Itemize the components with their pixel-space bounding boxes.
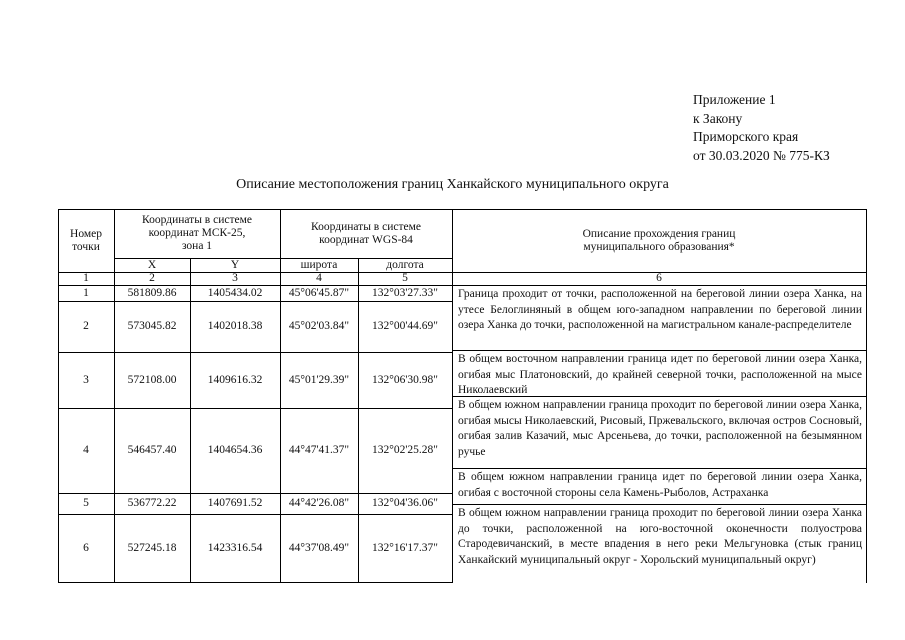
longitude-cell: 132°06'30.98" [372,373,438,386]
longitude-cell: 132°00'44.69" [372,320,438,332]
header-msk25-coordinates: Координаты в системе координат МСК-25, зона 1 [142,214,252,252]
appendix-line: к Закону [693,110,743,126]
longitude-cell: 132°04'36.06" [372,497,438,509]
latitude-cell: 45°01'29.39" [288,373,350,386]
subheader-y: Y [230,258,240,271]
appendix-block [693,91,830,165]
boundary-description-cell: В общем южном направлении граница проходит по береговой линии озера Ханка до точки, расположенной на юго-восточной оконечности полуострова Стародевичанский, в месте впадения в него реки Мельгуновка (стык границ Ханкайский муниципальный округ - Хорольский муниципальный округ) [458,507,862,566]
y-coordinate-cell: 1402018.38 [207,320,263,332]
subheader-longitude: долгота [386,258,424,271]
x-coordinate-cell: 573045.82 [127,320,177,332]
table-rule [452,350,867,351]
x-coordinate-cell: 546457.40 [127,444,177,456]
table-rule [58,582,453,583]
x-coordinate-cell: 536772.22 [127,497,177,509]
y-coordinate-cell: 1404654.36 [207,444,263,456]
longitude-cell: 132°02'25.28" [372,444,438,456]
appendix-line: Приморского края [693,129,799,144]
longitude-cell: 132°16'17.37" [372,541,438,554]
point-number-cell: 4 [83,444,89,456]
boundary-description-cell: Граница проходит от точки, расположенной на береговой линии озера Ханка, на утесе Белоглиняный в общем юго-западном направлении по береговой линии озера Ханка до точки, расположенной на магистральном канале-распределителе [458,288,862,331]
latitude-cell: 44°42'26.08" [288,497,350,509]
y-coordinate-cell: 1423316.54 [207,541,263,554]
boundary-points-table [58,209,866,583]
table-rule [452,504,867,505]
table-rule [866,209,867,583]
column-number: 3 [232,272,238,284]
y-coordinate-cell: 1405434.02 [207,286,263,299]
header-wgs84-coordinates: Координаты в системе координат WGS-84 [311,220,421,246]
table-rule [452,468,867,469]
column-number: 1 [83,272,89,284]
header-point-number: Номер точки [70,227,102,253]
x-coordinate-cell: 572108.00 [127,373,177,386]
latitude-cell: 44°47'41.37" [288,444,350,456]
column-number: 2 [149,272,155,284]
boundary-description-cell: В общем южном направлении граница идет по береговой линии озера Ханка, огибая с восточной стороны села Камень-Рыболов, Астраханка [458,471,862,499]
column-number: 4 [316,272,322,284]
point-number-cell: 6 [83,541,89,554]
x-coordinate-cell: 527245.18 [127,541,177,554]
latitude-cell: 44°37'08.49" [288,541,350,554]
point-number-cell: 2 [83,320,89,332]
header-boundary-description: Описание прохождения границ муниципального образования* [582,227,736,253]
latitude-cell: 45°02'03.84" [288,320,350,332]
appendix-line: Приложение 1 [693,92,776,107]
column-number: 5 [402,272,408,284]
latitude-cell: 45°06'45.87" [288,286,350,299]
column-number: 6 [656,272,662,284]
boundary-description-cell: В общем восточном направлении граница идет по береговой линии озера Ханка, огибая мыс Платоновский, до крайней северной точки, расположенной на мысе Николаевский [458,353,862,396]
x-coordinate-cell: 581809.86 [127,286,177,299]
subheader-x: X [147,258,157,271]
appendix-line: от 30.03.2020 № 775-КЗ [693,147,830,163]
point-number-cell: 1 [83,286,89,299]
y-coordinate-cell: 1407691.52 [207,497,263,509]
longitude-cell: 132°03'27.33" [372,286,438,299]
point-number-cell: 3 [83,373,89,386]
document-title: Описание местоположения границ Ханкайского муниципального округа [236,177,669,192]
boundary-description-cell: В общем южном направлении граница проходит по береговой линии озера Ханка, огибая мысы Николаевский, Рисовый, Пржевальского, включая остров Сосновый, огибая залив Казачий, мыс Арсеньева, до точки, расположенной на безымянном ручье [458,399,862,458]
point-number-cell: 5 [83,497,89,509]
y-coordinate-cell: 1409616.32 [207,373,263,386]
subheader-latitude: широта [300,258,338,271]
